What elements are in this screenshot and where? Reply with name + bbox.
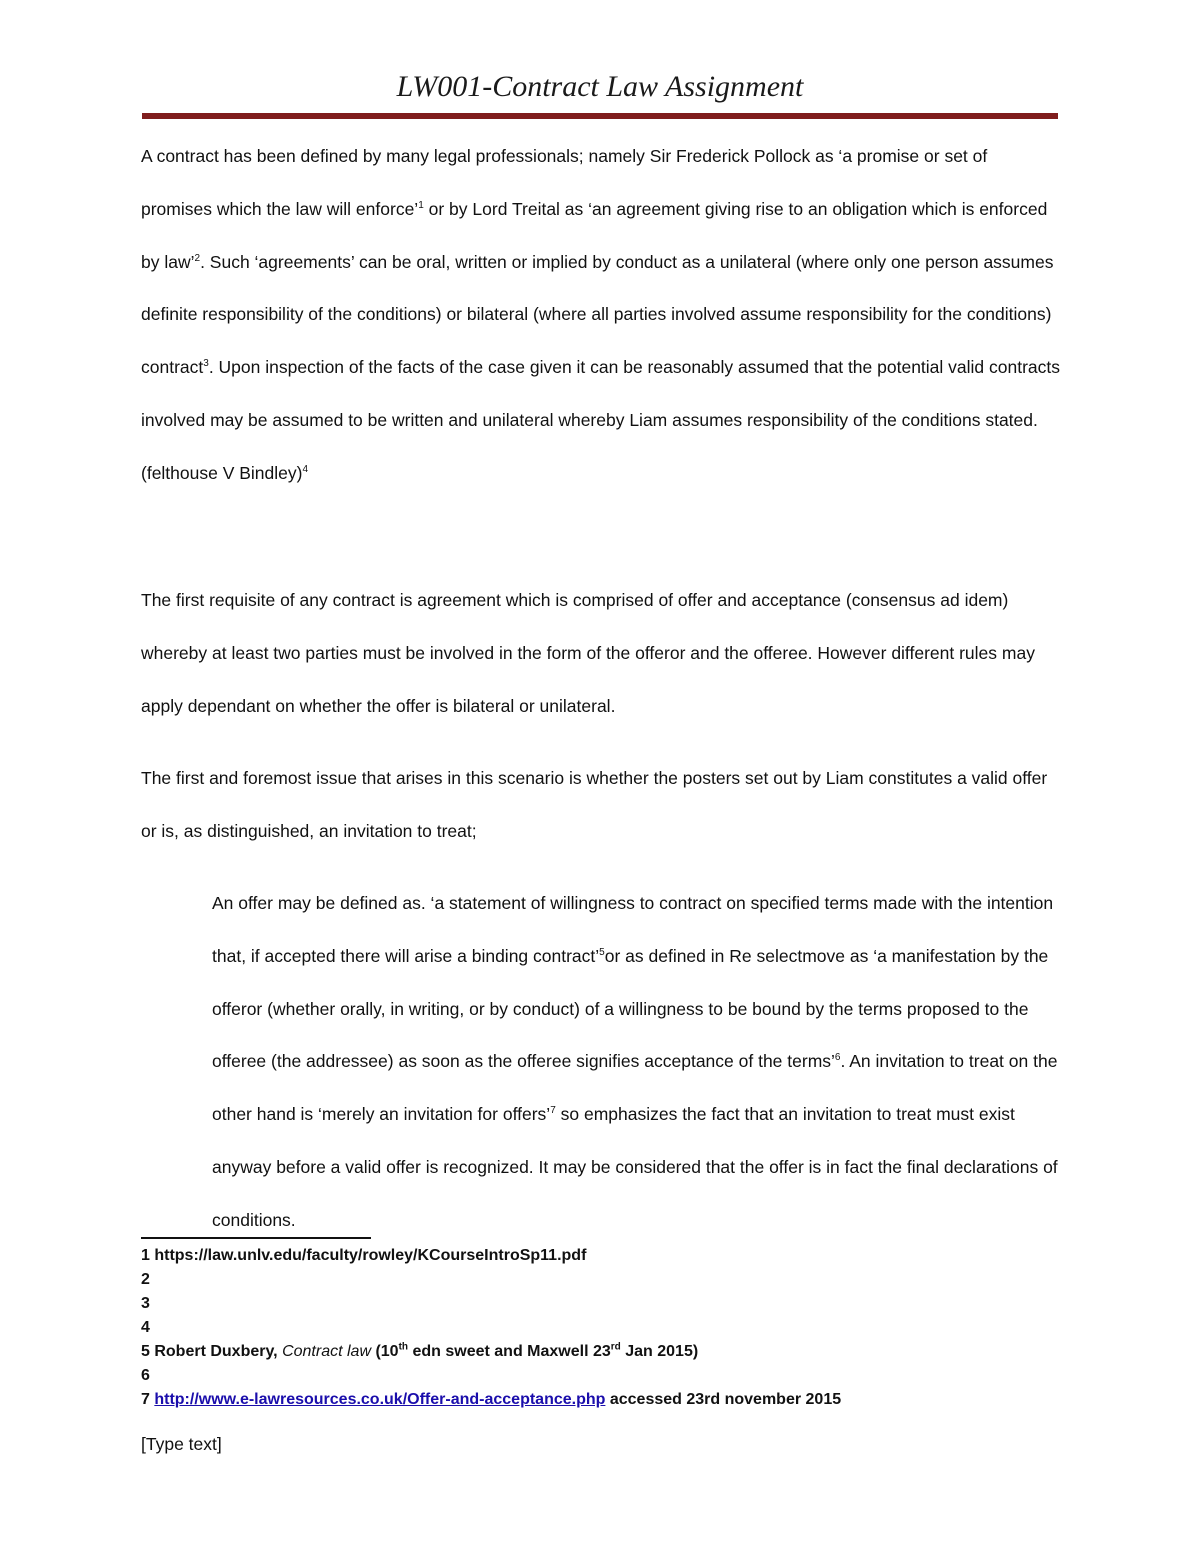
footnote-3: 3 — [141, 1295, 150, 1312]
footer-placeholder-text: [Type text] — [141, 1434, 222, 1454]
footnote-ref-4: 4 — [302, 463, 309, 475]
footnote-ref-1: 1 — [418, 199, 424, 211]
footnote-5 — [141, 1340, 1061, 1364]
footnote-2: 2 — [141, 1271, 150, 1288]
paragraph-contract-definition — [141, 130, 1061, 500]
paragraph-first-issue: The first and foremost issue that arises in this scenario is whether the posters set out by Liam constitutes a valid offer or is, as distinguished, an invitation to treat; — [141, 768, 1048, 841]
p4-text-b: or as defined in Re selectmove as ‘a manifestation by the offeror (whether orally, in writing, or by conduct) of a willingness to be bound by the terms proposed to the offeree (the addressee) as soon as the offeree signifies acceptance of the terms’ — [212, 945, 1049, 1072]
p4-text-a: An offer may be defined as. ‘a statement of willingness to contract on specified terms made with the intention that, if accepted there will arise a binding contract’ — [212, 893, 1054, 966]
footnote-1: 1 https://law.unlv.edu/faculty/rowley/KCourseIntroSp11.pdf — [141, 1247, 587, 1264]
footnote-ref-2: 2 — [194, 252, 201, 264]
footnote-5-author: Robert Duxbery, — [154, 1343, 283, 1360]
p1-text-a: A contract has been defined by many legal professionals; namely Sir Frederick Pollock as ‘a promise or set of promises which the law will enforce’ — [141, 146, 988, 219]
p1-text-b: or by Lord Treital as ‘an agreement giving rise to an obligation which is enforced by law’ — [141, 198, 1048, 272]
footnote-7-text: accessed 23rd november 2015 — [605, 1391, 842, 1408]
footnote-ref-3: 3 — [203, 358, 209, 370]
document-title: LW001-Contract Law Assignment — [396, 70, 804, 103]
footnotes-section — [141, 1244, 1061, 1412]
p4-text-c: . An invitation to treat on the other hand is ‘merely an invitation for offers’ — [212, 1051, 1058, 1125]
p4-text-d: so emphasizes the fact that an invitation to treat must exist anyway before a valid offer is recognized. It may be considered that the offer is in fact the final declarations of conditions. — [212, 1104, 1058, 1230]
footnote-5-number: 5 — [141, 1343, 155, 1360]
paragraph-first-requisite: The first requisite of any contract is agreement which is comprised of offer and acceptance (consensus ad idem) whereby at least two parties must be involved in the form of the offeror and the offeree. However different rules may apply dependant on whether the offer is bilateral or unilateral. — [141, 590, 1035, 716]
footnote-7 — [141, 1388, 1061, 1412]
footnote-5-sup-rd: rd — [610, 1341, 621, 1353]
footnote-5-text-a: (10 — [371, 1343, 399, 1360]
footnote-ref-5: 5 — [599, 946, 605, 958]
footnote-ref-7: 7 — [550, 1105, 556, 1117]
footnote-5-title: Contract law — [282, 1343, 371, 1360]
footnote-separator — [141, 1237, 371, 1239]
footnote-6: 6 — [141, 1367, 150, 1384]
p1-text-d: . Upon inspection of the facts of the case given it can be reasonably assumed that the potential valid contracts involved may be assumed to be written and unilateral whereby Liam assumes responsibility of the conditions stated. (felthouse V Bindley) — [141, 357, 1061, 483]
footnote-7-link[interactable]: http://www.e-lawresources.co.uk/Offer-and-acceptance.php — [154, 1391, 606, 1408]
footnote-5-text-c: Jan 2015) — [620, 1343, 699, 1360]
footnote-5-text-b: edn sweet and Maxwell 23 — [408, 1343, 611, 1360]
header-rule — [142, 113, 1058, 119]
footnote-4: 4 — [141, 1319, 150, 1336]
p1-text-c: . Such ‘agreements’ can be oral, written or implied by conduct as a unilateral (where only one person assumes definite responsibility of the conditions) or bilateral (where all parties involved assume responsibility for the conditions) contract — [141, 251, 1054, 378]
footnote-7-number: 7 — [141, 1391, 155, 1408]
footnote-5-sup-th: th — [398, 1341, 409, 1353]
paragraph-offer-definition — [212, 877, 1062, 1247]
footnote-ref-6: 6 — [834, 1052, 841, 1064]
